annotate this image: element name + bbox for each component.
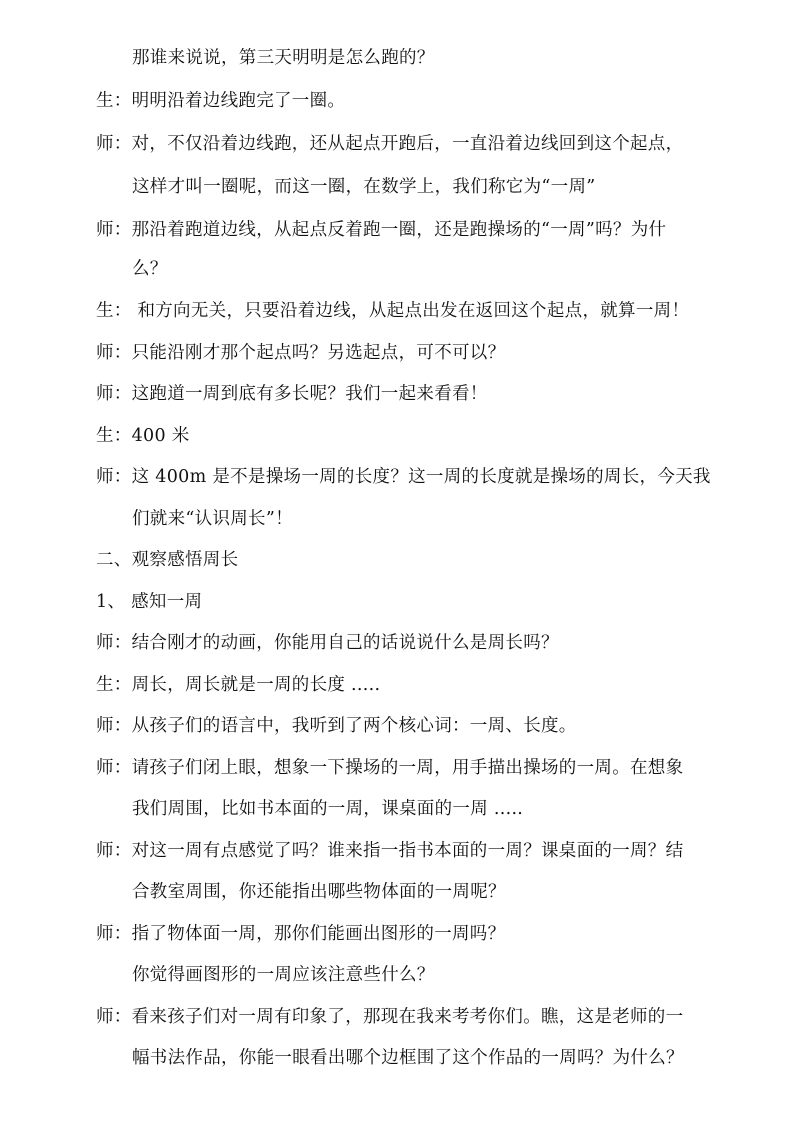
paragraph-line-16: 生：周长，周长就是一周的长度 ..... xyxy=(96,675,381,695)
paragraph-line-6: 么？ xyxy=(132,259,168,279)
paragraph-line-25: 幅书法作品，你能一眼看出哪个边框围了这个作品的一周吗？为什么？ xyxy=(132,1048,684,1068)
paragraph-line-1: 那谁来说说，第三天明明是怎么跑的？ xyxy=(132,48,435,68)
paragraph-line-2: 生：明明沿着边线跑完了一圈。 xyxy=(96,91,346,111)
paragraph-line-15: 师：结合刚才的动画，你能用自己的话说说什么是周长吗？ xyxy=(96,633,559,653)
paragraph-line-5: 师：那沿着跑道边线，从起点反着跑一圈，还是跑操场的“一周”吗？为什 xyxy=(96,220,667,240)
paragraph-line-22: 师：指了物体面一周，那你们能画出图形的一周吗？ xyxy=(96,924,506,944)
paragraph-line-7: 生： 和方向无关，只要沿着边线，从起点出发在返回这个起点，就算一周！ xyxy=(96,301,690,321)
paragraph-line-18: 师：请孩子们闭上眼，想象一下操场的一周，用手描出操场的一周。在想象 xyxy=(96,758,684,778)
paragraph-line-17: 师：从孩子们的语言中，我听到了两个核心词：一周、长度。 xyxy=(96,716,577,736)
paragraph-line-23: 你觉得画图形的一周应该注意些什么？ xyxy=(132,965,435,985)
paragraph-line-11: 师：这 400m 是不是操场一周的长度？这一周的长度就是操场的周长，今天我 xyxy=(96,467,711,487)
paragraph-line-12: 们就来“认识周长”！ xyxy=(132,509,293,529)
paragraph-line-10: 生：400 米 xyxy=(96,426,190,446)
paragraph-line-9: 师：这跑道一周到底有多长呢？我们一起来看看！ xyxy=(96,384,488,404)
paragraph-line-8: 师：只能沿刚才那个起点吗？另选起点，可不可以？ xyxy=(96,343,506,363)
paragraph-line-4: 这样才叫一圈呢，而这一圈，在数学上，我们称它为“一周” xyxy=(132,177,596,197)
paragraph-line-19: 我们周围，比如书本面的一周，课桌面的一周 ..... xyxy=(132,799,524,819)
section-heading: 二、观察感悟周长 xyxy=(96,550,239,570)
paragraph-line-21: 合教室周围，你还能指出哪些物体面的一周呢？ xyxy=(132,882,506,902)
paragraph-line-20: 师：对这一周有点感觉了吗？谁来指一指书本面的一周？课桌面的一周？结 xyxy=(96,841,684,861)
subsection-heading: 1、 感知一周 xyxy=(96,592,203,612)
paragraph-line-24: 师：看来孩子们对一周有印象了，那现在我来考考你们。瞧，这是老师的一 xyxy=(96,1007,684,1027)
paragraph-line-3: 师：对，不仅沿着边线跑，还从起点开跑后，一直沿着边线回到这个起点， xyxy=(96,134,684,154)
